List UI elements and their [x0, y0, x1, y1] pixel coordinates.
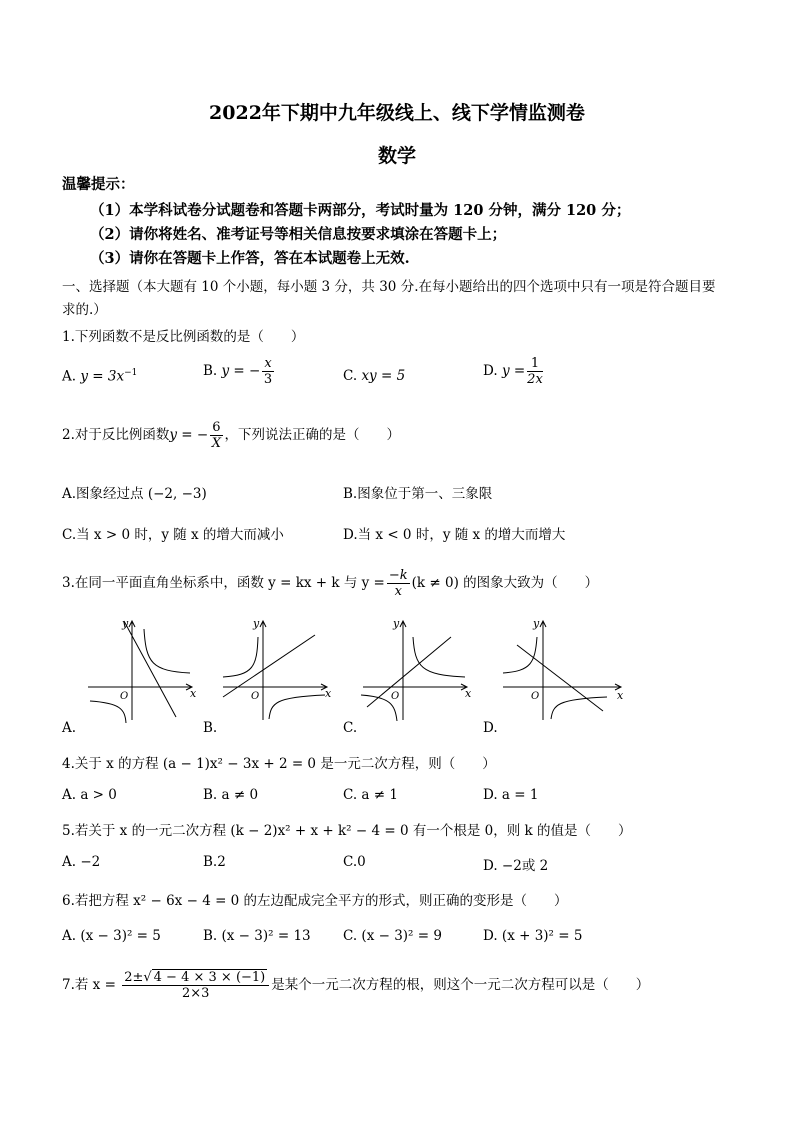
q3-label-b: B.: [203, 720, 218, 736]
q3-label-c: C.: [343, 720, 358, 736]
q1-option-b: B. y = − $\frac{x}{3}$: [203, 356, 273, 387]
q1-option-c: C. xy = 5: [343, 368, 406, 384]
tips-heading: 温馨提示：: [62, 176, 135, 193]
q3-graph-a: [80, 615, 200, 725]
q3b-x-label: x: [325, 687, 332, 700]
q6-stem: 6.若把方程 x² − 6x − 4 = 0 的左边配成完全平方的形式，则正确的变形是（ ）: [62, 893, 568, 909]
q3c-x-label: x: [465, 687, 472, 700]
q4-option-b: B. a ≠ 0: [203, 787, 259, 803]
q3a-x-label: x: [190, 687, 197, 700]
q1-option-d: D. y = $\frac{1}{2x}$: [483, 356, 543, 387]
q6-option-a: A. (x − 3)² = 5: [62, 928, 161, 944]
q3a-origin: O: [120, 691, 129, 702]
q6-option-c: C. (x − 3)² = 9: [343, 928, 442, 944]
subject-title: 数学: [377, 145, 416, 167]
q2-option-d: D.当 x < 0 时，y 随 x 的增大而增大: [343, 527, 566, 543]
q7-stem: 7.若 x = $\frac{2\pm√ 4 - 4 \times 3 \times (-1)}{2\times 3}$ 是某个一元二次方程的根，则这个一元二次方程可以是（ ）: [62, 970, 650, 1001]
q3b-y-label: y: [253, 617, 260, 630]
q1-stem: 1.下列函数不是反比例函数的是（ ）: [62, 329, 305, 345]
q4-option-a: A. a > 0: [62, 787, 117, 803]
q3b-origin: O: [251, 691, 260, 702]
q3-label-a: A.: [62, 720, 77, 736]
q2-stem: 2.对于反比例函数y = − $\frac{6}{X}$ ，下列说法正确的是（ ）: [62, 420, 401, 451]
q4-option-c: C. a ≠ 1: [343, 787, 398, 803]
page-title: 2022年下期中九年级线上、线下学情监测卷: [209, 102, 585, 124]
q5-option-d: D. −2或 2: [483, 858, 549, 874]
q3-graph-c: [355, 615, 475, 725]
q2-option-c: C.当 x > 0 时，y 随 x 的增大而减小: [62, 527, 284, 543]
q5-stem: 5.若关于 x 的一元二次方程 (k − 2)x² + x + k² − 4 = 0 有一个根是 0，则 k 的值是（ ）: [62, 823, 632, 839]
q3c-origin: O: [391, 691, 400, 702]
q4-stem: 4.关于 x 的方程 (a − 1)x² − 3x + 2 = 0 是一元二次方程，则（ ）: [62, 756, 496, 772]
q3-graph-b: [215, 615, 335, 725]
q3-graph-d: [495, 615, 625, 725]
q3-stem: 3.在同一平面直角坐标系中，函数 y = kx + k 与 y = $\frac{-k}{x}$ (k ≠ 0) 的图象大致为（ ）: [62, 568, 599, 599]
q3d-origin: O: [531, 691, 540, 702]
tip-item-3: （3）请你在答题卡上作答，答在本试题卷上无效.: [90, 250, 410, 267]
tip-item-2: （2）请你将姓名、准考证号等相关信息按要求填涂在答题卡上；: [90, 226, 507, 243]
q3a-y-label: y: [122, 617, 129, 630]
q1-option-a: A. $y = 3x^{-1}$: [62, 368, 138, 385]
section-heading-line1: 一、选择题（本大题有 10 个小题，每小题 3 分，共 30 分.在每小题给出的四个选项中只有一项是符合题目要: [62, 279, 716, 295]
q3c-y-label: y: [393, 617, 400, 630]
q5-option-c: C.0: [343, 854, 366, 870]
q5-option-a: A. −2: [62, 854, 101, 870]
q6-option-d: D. (x + 3)² = 5: [483, 928, 583, 944]
q3-label-d: D.: [483, 720, 498, 736]
section-heading-line2: 求的.）: [62, 302, 107, 318]
q2-option-b: B.图象位于第一、三象限: [343, 486, 493, 502]
q6-option-b: B. (x − 3)² = 13: [203, 928, 311, 944]
q2-option-a: A.图象经过点 (−2, −3): [62, 486, 207, 502]
q4-option-d: D. a = 1: [483, 787, 539, 803]
q5-option-b: B.2: [203, 854, 226, 870]
tip-item-1: （1）本学科试卷分试题卷和答题卡两部分，考试时量为 120 分钟，满分 120 分；: [90, 202, 631, 219]
q3d-x-label: x: [617, 689, 624, 702]
q3d-y-label: y: [533, 617, 540, 630]
